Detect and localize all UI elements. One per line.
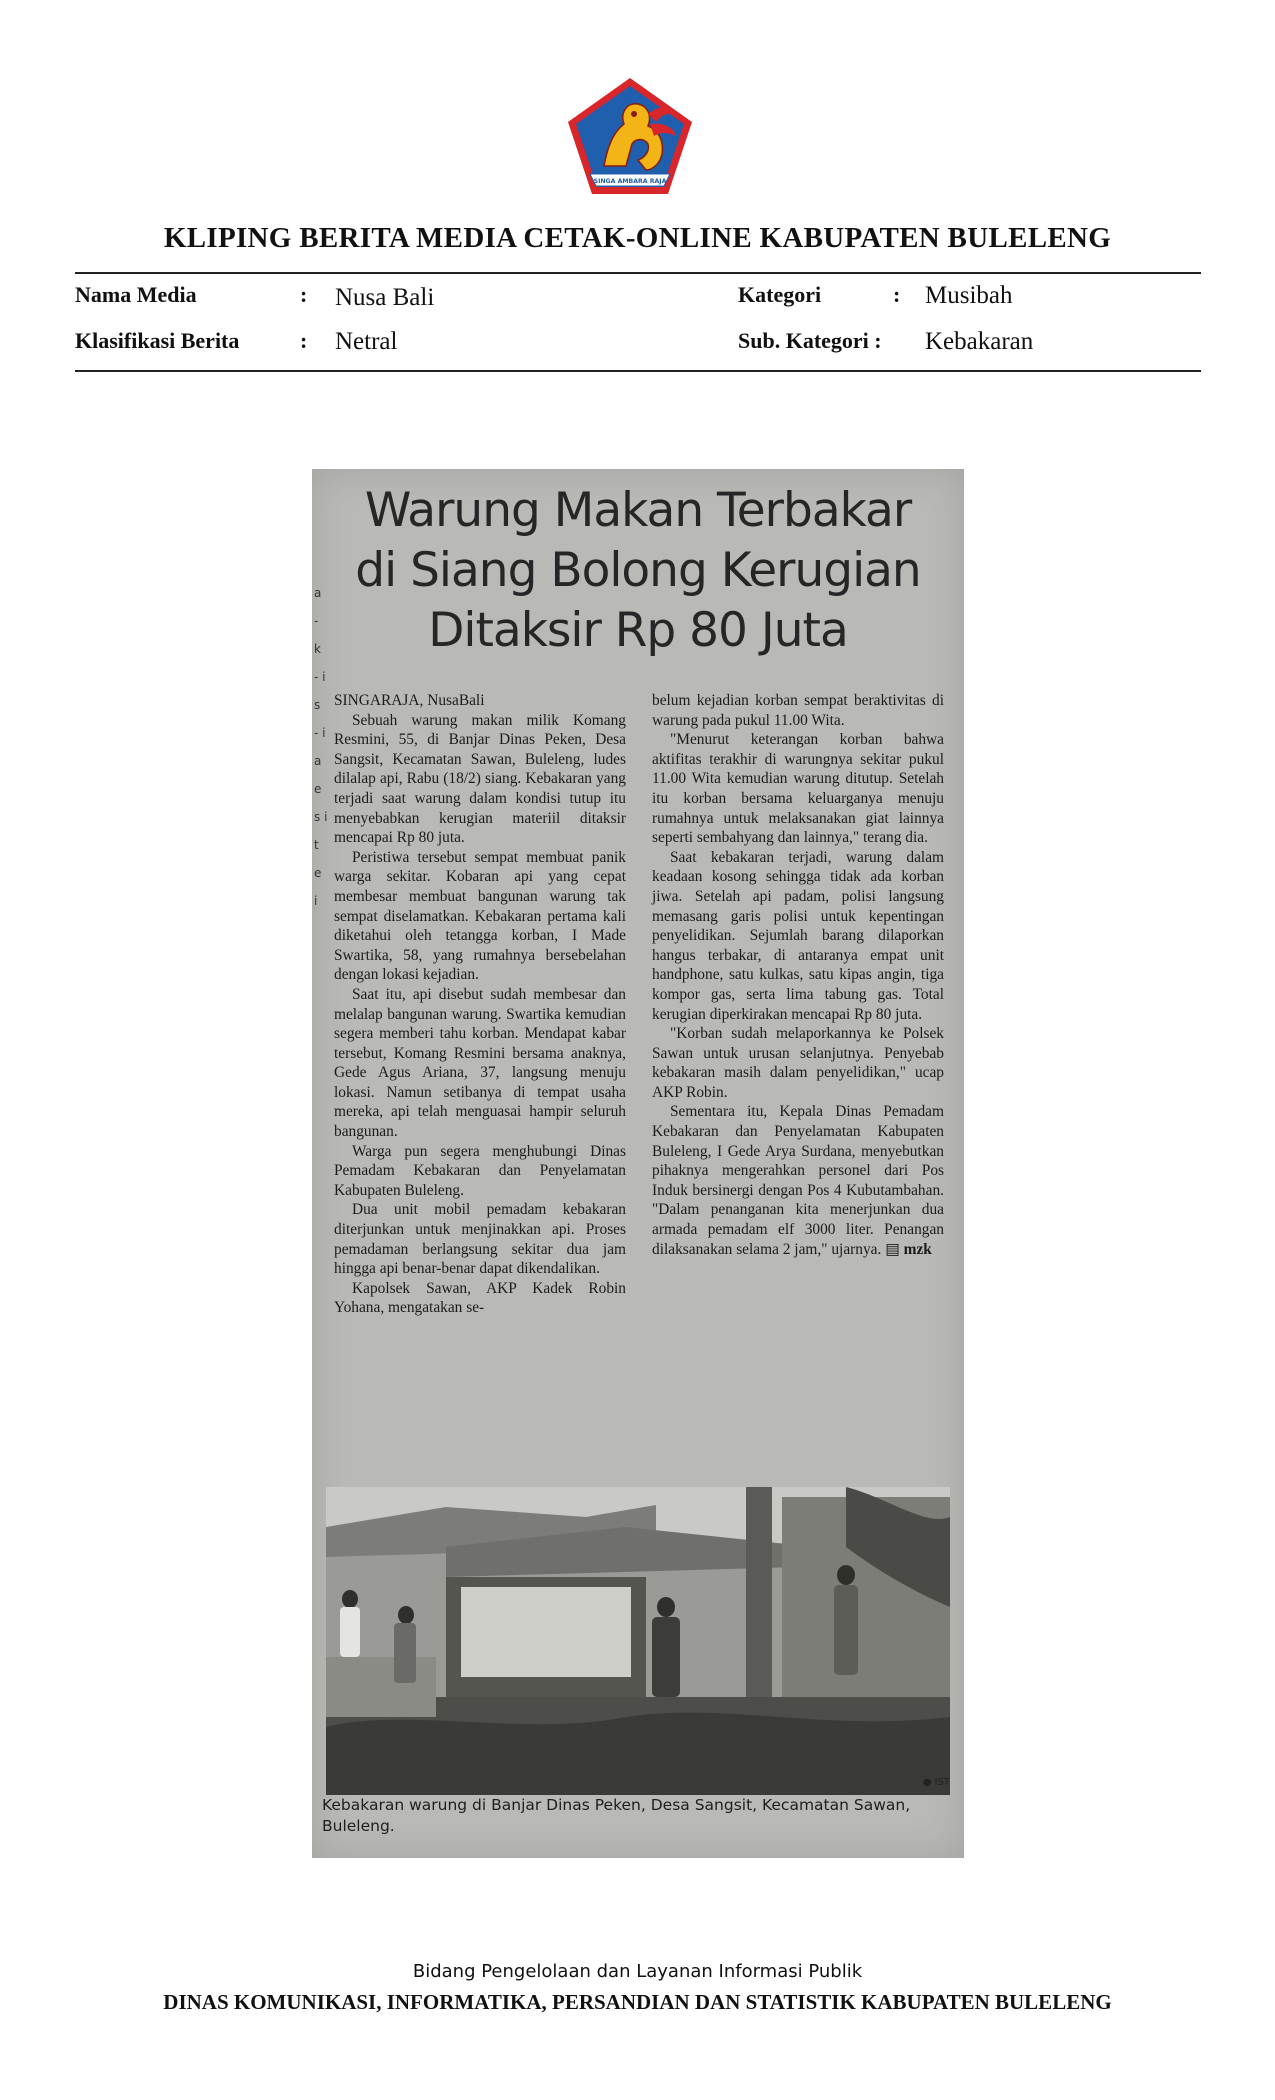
fire-scene-image	[326, 1487, 950, 1795]
sub-kategori-value: Kebakaran	[925, 328, 1034, 355]
cropped-margin-text: a - k - i s - i a e s i t e i	[314, 586, 328, 908]
paragraph: belum kejadian korban sempat beraktivitas di warung pada pukul 11.00 Wita.	[652, 692, 944, 729]
regency-crest-logo	[564, 74, 696, 198]
headline-line-3: Ditaksir Rp 80 Juta	[428, 603, 848, 658]
headline-line-1: Warung Makan Terbakar	[364, 483, 912, 538]
article-column-2	[652, 691, 944, 1259]
photo-caption: Kebakaran warung di Banjar Dinas Peken, Desa Sangsit, Kecamatan Sawan, Buleleng.	[322, 1796, 911, 1835]
article-column-1	[334, 691, 626, 1318]
regency-crest-icon	[564, 74, 696, 198]
newspaper-clipping	[312, 469, 964, 1858]
klasifikasi-value: Netral	[335, 328, 398, 355]
bottom-divider	[75, 370, 1201, 372]
author-signature: mzk	[903, 1240, 932, 1258]
paragraph: Kapolsek Sawan, AKP Kadek Robin Yohana, mengatakan se-	[334, 1279, 626, 1317]
article-headline	[312, 481, 964, 661]
media-colon: :	[300, 282, 308, 307]
paragraph: "Korban sudah melaporkannya ke Polsek Sawan untuk urusan selanjutnya. Penyebab kebakaran masih dalam penyelidikan," ucap AKP Robin.	[652, 1025, 944, 1101]
top-divider	[75, 272, 1201, 274]
newspaper-icon: ▤	[885, 1240, 900, 1258]
paragraph: "Menurut keterangan korban bahwa aktifitas terakhir di warungnya sekitar pukul 11.00 Wita kemudian warung ditutup. Setelah itu korban bersama keluarganya menuju rumahnya untuk melaksanakan giat lainnya seperti sembahyang dan lainnya," terang dia.	[652, 731, 944, 847]
sub-kategori-label: Sub. Kategori :	[738, 328, 882, 353]
dateline: SINGARAJA, NusaBali	[334, 692, 485, 709]
footer-division: Bidang Pengelolaan dan Layanan Informasi Publik	[412, 1961, 863, 1982]
paragraph: Dua unit mobil pemadam kebakaran diterjunkan untuk menjinakkan api. Proses pemadaman berlangsung sekitar dua jam hingga api benar-benar dapat dikendalikan.	[334, 1201, 626, 1278]
klasifikasi-label: Klasifikasi Berita	[75, 328, 240, 353]
paragraph	[652, 1102, 944, 1259]
paragraph: Sebuah warung makan milik Komang Resmini, 55, di Banjar Dinas Peken, Desa Sangsit, Kecamatan Sawan, Buleleng, ludes dilalap api, Rabu (18/2) siang. Kebakaran yang terjadi saat warung dalam kondisi tutup itu menyebabkan kerugian materiil ditaksir mencapai Rp 80 juta.	[334, 711, 626, 847]
document-title: KLIPING BERITA MEDIA CETAK-ONLINE KABUPATEN BULELENG	[163, 222, 1112, 254]
klasifikasi-colon: :	[300, 328, 308, 353]
fire-scene-photo	[326, 1487, 950, 1795]
paragraph: Saat itu, api disebut sudah membesar dan melalap bangunan warung. Swartika kemudian segera memberi tahu korban. Mendapat kabar tersebut, Komang Resmini bersama anaknya, Gede Agus Ariana, 37, langsung menuju lokasi. Namun setibanya di tempat usaha mereka, api telah menguasai hampir seluruh bangunan.	[334, 985, 626, 1141]
media-value: Nusa Bali	[335, 284, 435, 311]
media-label: Nama Media	[75, 282, 197, 307]
closing-paragraph: Sementara itu, Kepala Dinas Pemadam Kebakaran dan Penyelamatan Kabupaten Buleleng, I Gede Arya Surdana, menyebutkan pihaknya mengerahkan personel dari Pos Induk bersinergi dengan Pos 4 Kubutambahan. "Dalam penanganan kita menerjunkan dua armada pemadam elf 3000 liter. Penangan dilaksanakan selama 2 jam," ujarnya.	[652, 1103, 944, 1258]
kategori-value: Musibah	[925, 282, 1013, 309]
kategori-label: Kategori	[738, 282, 822, 307]
kategori-colon: :	[893, 282, 901, 307]
photo-credit: ● IST	[922, 1777, 950, 1788]
paragraph: Saat kebakaran terjadi, warung dalam keadaan kosong sehingga tidak ada korban jiwa. Setelah api padam, polisi langsung memasang garis polisi untuk kepentingan penyelidikan. Sejumlah barang dilaporkan hangus terbakar, di antaranya empat unit handphone, satu kulkas, satu kipas angin, tiga kompor gas, serta lima tabung gas. Total kerugian diperkirakan mencapai Rp 80 juta.	[652, 848, 944, 1023]
headline-line-2: di Siang Bolong Kerugian	[355, 543, 921, 598]
paragraph: Warga pun segera menghubungi Dinas Pemadam Kebakaran dan Penyelamatan Kabupaten Buleleng.	[334, 1142, 626, 1199]
crest-motto: SINGA AMBARA RAJA	[593, 178, 667, 185]
paragraph: Peristiwa tersebut sempat membuat panik warga sekitar. Kobaran api yang cepat membesar membuat bangunan warung tak sempat diselamatkan. Kebakaran pertama kali diketahui oleh tetangga korban, I Made Swartika, 58, yang rumahnya bersebelahan dengan lokasi kejadian.	[334, 848, 626, 984]
footer-agency: DINAS KOMUNIKASI, INFORMATIKA, PERSANDIAN DAN STATISTIK KABUPATEN BULELENG	[163, 1990, 1112, 2014]
